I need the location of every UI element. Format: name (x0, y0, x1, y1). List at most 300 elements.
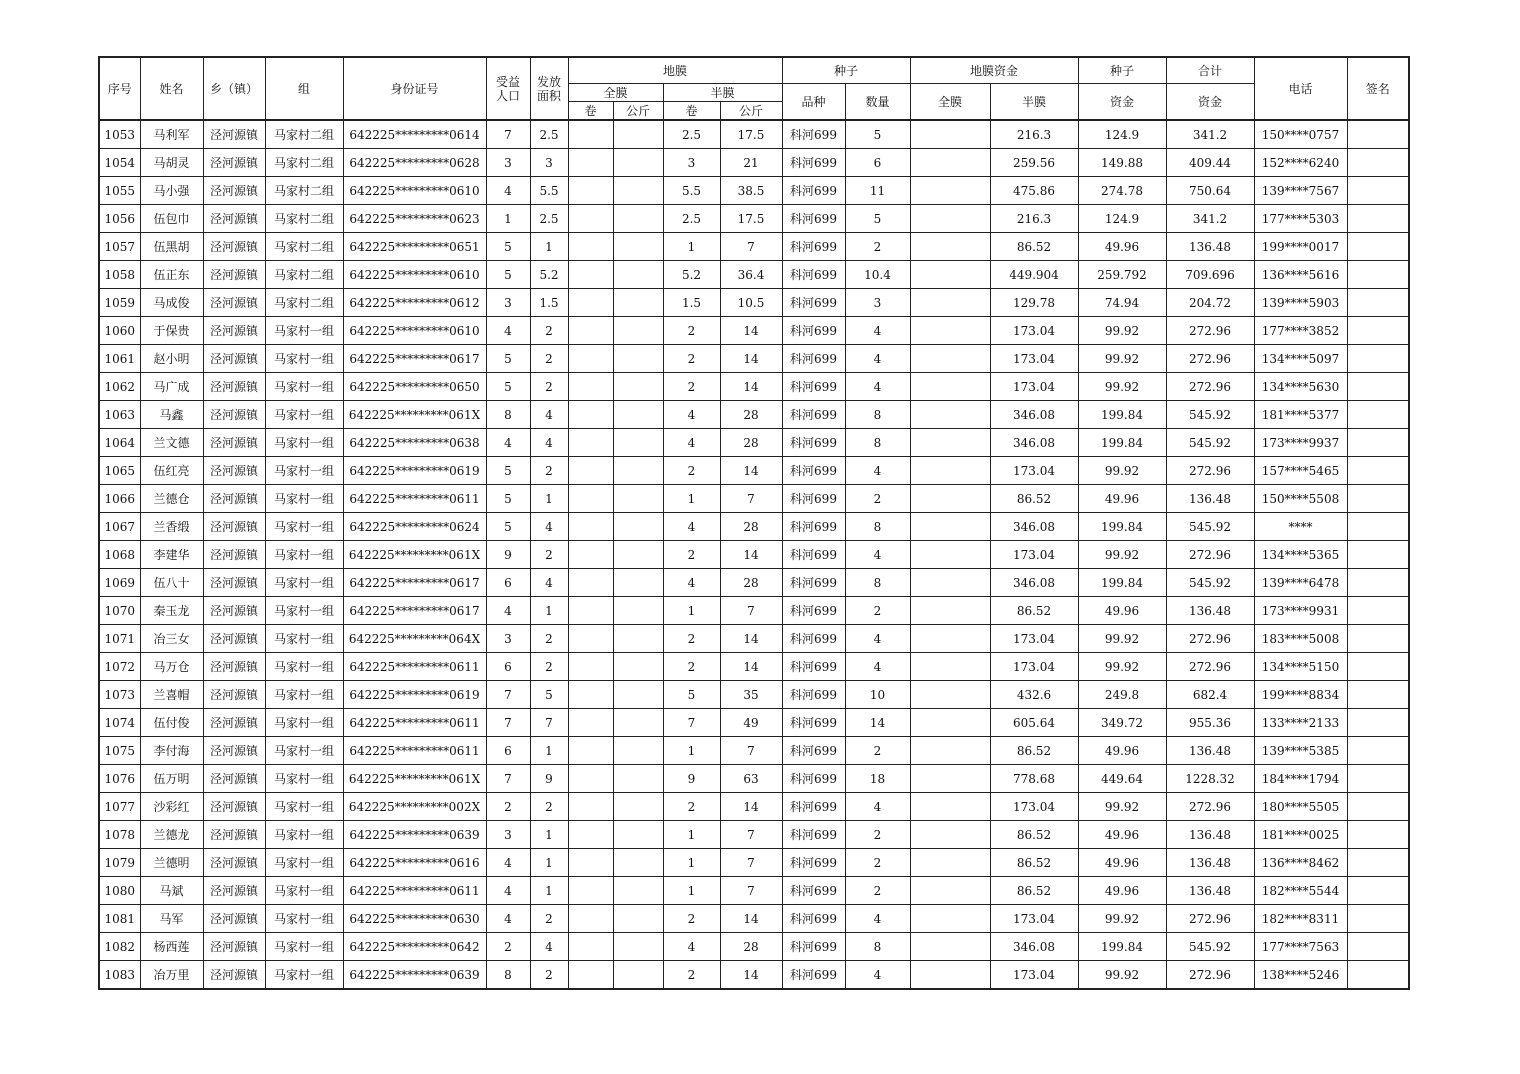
cell-fund-half: 432.6 (990, 681, 1078, 709)
cell-people: 9 (486, 541, 530, 569)
cell-phone: 134****5097 (1254, 345, 1347, 373)
cell-full-roll (568, 261, 613, 289)
table-row (99, 961, 1409, 990)
cell-phone: 184****1794 (1254, 765, 1347, 793)
cell-sign (1347, 261, 1409, 289)
cell-name: 马小强 (140, 177, 203, 205)
cell-full-kg (613, 569, 663, 597)
cell-quantity: 4 (845, 373, 910, 401)
cell-id: 642225*********0639 (343, 821, 486, 849)
cell-seed-fund: 49.96 (1078, 849, 1166, 877)
cell-name: 兰德明 (140, 849, 203, 877)
cell-group: 马家村一组 (265, 821, 343, 849)
cell-phone: 177****7563 (1254, 933, 1347, 961)
cell-fund-half: 86.52 (990, 597, 1078, 625)
cell-total: 545.92 (1166, 401, 1254, 429)
cell-half-roll: 5.2 (663, 261, 720, 289)
cell-town: 泾河源镇 (203, 849, 265, 877)
cell-area: 2 (530, 905, 568, 933)
cell-variety: 科河699 (782, 737, 845, 765)
cell-sign (1347, 177, 1409, 205)
cell-area: 1.5 (530, 289, 568, 317)
cell-fund-full (910, 485, 990, 513)
cell-sign (1347, 905, 1409, 933)
cell-phone: 138****5246 (1254, 961, 1347, 990)
cell-half-kg: 14 (720, 317, 782, 345)
cell-name: 沙彩红 (140, 793, 203, 821)
cell-town: 泾河源镇 (203, 681, 265, 709)
cell-total: 272.96 (1166, 317, 1254, 345)
header-half-kg: 公斤 (720, 102, 782, 121)
cell-group: 马家村一组 (265, 877, 343, 905)
cell-seq: 1069 (99, 569, 140, 597)
cell-town: 泾河源镇 (203, 653, 265, 681)
cell-name: 伍八十 (140, 569, 203, 597)
cell-seed-fund: 74.94 (1078, 289, 1166, 317)
cell-phone: 181****0025 (1254, 821, 1347, 849)
cell-variety: 科河699 (782, 345, 845, 373)
cell-full-roll (568, 541, 613, 569)
cell-full-roll (568, 905, 613, 933)
cell-area: 1 (530, 233, 568, 261)
cell-area: 2 (530, 373, 568, 401)
cell-area: 1 (530, 737, 568, 765)
cell-seed-fund: 199.84 (1078, 513, 1166, 541)
cell-group: 马家村一组 (265, 625, 343, 653)
cell-id: 642225*********002X (343, 793, 486, 821)
cell-seq: 1059 (99, 289, 140, 317)
cell-fund-full (910, 821, 990, 849)
cell-seed-fund: 49.96 (1078, 597, 1166, 625)
cell-quantity: 8 (845, 401, 910, 429)
table-row (99, 569, 1409, 597)
cell-people: 5 (486, 233, 530, 261)
cell-variety: 科河699 (782, 597, 845, 625)
cell-seed-fund: 124.9 (1078, 205, 1166, 233)
cell-full-roll (568, 401, 613, 429)
cell-full-kg (613, 597, 663, 625)
cell-variety: 科河699 (782, 485, 845, 513)
cell-town: 泾河源镇 (203, 737, 265, 765)
table-row (99, 597, 1409, 625)
table-row (99, 401, 1409, 429)
cell-full-roll (568, 457, 613, 485)
cell-area: 1 (530, 849, 568, 877)
cell-fund-half: 346.08 (990, 569, 1078, 597)
cell-id: 642225*********0619 (343, 457, 486, 485)
cell-fund-full (910, 149, 990, 177)
cell-half-roll: 4 (663, 513, 720, 541)
cell-full-roll (568, 933, 613, 961)
header-fund-half: 半膜 (990, 84, 1078, 121)
cell-half-roll: 1 (663, 849, 720, 877)
cell-seed-fund: 99.92 (1078, 793, 1166, 821)
cell-id: 642225*********0642 (343, 933, 486, 961)
cell-group: 马家村一组 (265, 765, 343, 793)
cell-fund-half: 86.52 (990, 737, 1078, 765)
cell-sign (1347, 317, 1409, 345)
cell-area: 2 (530, 541, 568, 569)
cell-seed-fund: 49.96 (1078, 233, 1166, 261)
cell-seq: 1073 (99, 681, 140, 709)
cell-area: 1 (530, 485, 568, 513)
cell-phone: 157****5465 (1254, 457, 1347, 485)
cell-quantity: 3 (845, 289, 910, 317)
cell-fund-full (910, 457, 990, 485)
cell-town: 泾河源镇 (203, 457, 265, 485)
cell-sign (1347, 513, 1409, 541)
cell-people: 4 (486, 877, 530, 905)
cell-half-kg: 14 (720, 373, 782, 401)
cell-people: 4 (486, 177, 530, 205)
cell-area: 1 (530, 877, 568, 905)
cell-group: 马家村二组 (265, 289, 343, 317)
cell-phone: 177****5303 (1254, 205, 1347, 233)
cell-town: 泾河源镇 (203, 625, 265, 653)
header-full-film: 全膜 (568, 84, 663, 102)
cell-town: 泾河源镇 (203, 429, 265, 457)
cell-full-kg (613, 513, 663, 541)
cell-full-kg (613, 120, 663, 149)
cell-town: 泾河源镇 (203, 289, 265, 317)
cell-town: 泾河源镇 (203, 597, 265, 625)
cell-fund-full (910, 233, 990, 261)
cell-area: 4 (530, 401, 568, 429)
cell-total: 136.48 (1166, 485, 1254, 513)
header-sign: 签名 (1347, 57, 1409, 120)
cell-group: 马家村一组 (265, 569, 343, 597)
cell-half-kg: 17.5 (720, 205, 782, 233)
cell-quantity: 4 (845, 905, 910, 933)
table-row (99, 345, 1409, 373)
header-seed-fund-top: 种子 (1078, 57, 1166, 84)
cell-id: 642225*********0610 (343, 317, 486, 345)
cell-sign (1347, 233, 1409, 261)
cell-variety: 科河699 (782, 765, 845, 793)
cell-full-kg (613, 541, 663, 569)
cell-quantity: 8 (845, 429, 910, 457)
cell-fund-full (910, 120, 990, 149)
cell-total: 272.96 (1166, 961, 1254, 990)
cell-seq: 1062 (99, 373, 140, 401)
cell-group: 马家村一组 (265, 317, 343, 345)
cell-quantity: 4 (845, 457, 910, 485)
cell-name: 秦玉龙 (140, 597, 203, 625)
cell-seq: 1063 (99, 401, 140, 429)
cell-full-kg (613, 625, 663, 653)
cell-id: 642225*********0611 (343, 709, 486, 737)
cell-full-roll (568, 681, 613, 709)
cell-id: 642225*********0651 (343, 233, 486, 261)
cell-seq: 1072 (99, 653, 140, 681)
header-half-roll: 卷 (663, 102, 720, 121)
cell-name: 伍包巾 (140, 205, 203, 233)
cell-seed-fund: 99.92 (1078, 653, 1166, 681)
cell-group: 马家村二组 (265, 233, 343, 261)
cell-half-kg: 14 (720, 961, 782, 990)
cell-total: 709.696 (1166, 261, 1254, 289)
cell-quantity: 4 (845, 793, 910, 821)
cell-phone: 134****5365 (1254, 541, 1347, 569)
table-row (99, 681, 1409, 709)
cell-half-roll: 2 (663, 625, 720, 653)
cell-seq: 1053 (99, 120, 140, 149)
cell-id: 642225*********0612 (343, 289, 486, 317)
cell-people: 3 (486, 149, 530, 177)
distribution-table (98, 56, 1410, 990)
header-total-top: 合计 (1166, 57, 1254, 84)
table-row (99, 317, 1409, 345)
cell-total: 136.48 (1166, 233, 1254, 261)
header-full-roll: 卷 (568, 102, 613, 121)
table-row (99, 177, 1409, 205)
cell-full-roll (568, 849, 613, 877)
cell-variety: 科河699 (782, 373, 845, 401)
cell-total: 136.48 (1166, 821, 1254, 849)
header-variety: 品种 (782, 84, 845, 121)
table-row (99, 457, 1409, 485)
cell-half-kg: 7 (720, 597, 782, 625)
cell-people: 1 (486, 205, 530, 233)
cell-name: 马斌 (140, 877, 203, 905)
cell-group: 马家村二组 (265, 177, 343, 205)
cell-seed-fund: 99.92 (1078, 457, 1166, 485)
cell-id: 642225*********0617 (343, 569, 486, 597)
cell-half-kg: 14 (720, 905, 782, 933)
cell-sign (1347, 429, 1409, 457)
cell-quantity: 8 (845, 513, 910, 541)
cell-fund-full (910, 429, 990, 457)
cell-seq: 1081 (99, 905, 140, 933)
cell-group: 马家村一组 (265, 793, 343, 821)
cell-total: 682.4 (1166, 681, 1254, 709)
cell-sign (1347, 821, 1409, 849)
cell-fund-full (910, 345, 990, 373)
cell-quantity: 14 (845, 709, 910, 737)
cell-town: 泾河源镇 (203, 933, 265, 961)
cell-area: 7 (530, 709, 568, 737)
cell-variety: 科河699 (782, 513, 845, 541)
cell-people: 8 (486, 401, 530, 429)
cell-variety: 科河699 (782, 177, 845, 205)
cell-total: 545.92 (1166, 933, 1254, 961)
cell-half-kg: 7 (720, 849, 782, 877)
cell-variety: 科河699 (782, 905, 845, 933)
cell-name: 冶三女 (140, 625, 203, 653)
cell-variety: 科河699 (782, 821, 845, 849)
cell-seq: 1082 (99, 933, 140, 961)
cell-seq: 1083 (99, 961, 140, 990)
cell-seq: 1080 (99, 877, 140, 905)
cell-group: 马家村一组 (265, 345, 343, 373)
cell-people: 5 (486, 513, 530, 541)
cell-total: 1228.32 (1166, 765, 1254, 793)
cell-full-roll (568, 513, 613, 541)
cell-full-kg (613, 653, 663, 681)
header-id: 身份证号 (343, 57, 486, 120)
cell-group: 马家村一组 (265, 485, 343, 513)
cell-seq: 1068 (99, 541, 140, 569)
cell-sign (1347, 597, 1409, 625)
cell-sign (1347, 793, 1409, 821)
cell-half-roll: 7 (663, 709, 720, 737)
cell-group: 马家村一组 (265, 653, 343, 681)
cell-town: 泾河源镇 (203, 905, 265, 933)
cell-name: 冶万里 (140, 961, 203, 990)
cell-group: 马家村一组 (265, 457, 343, 485)
cell-full-roll (568, 233, 613, 261)
cell-area: 2 (530, 653, 568, 681)
cell-half-roll: 2 (663, 373, 720, 401)
cell-seed-fund: 199.84 (1078, 569, 1166, 597)
cell-id: 642225*********061X (343, 541, 486, 569)
cell-people: 6 (486, 569, 530, 597)
cell-fund-half: 259.56 (990, 149, 1078, 177)
cell-half-kg: 7 (720, 233, 782, 261)
cell-fund-half: 173.04 (990, 345, 1078, 373)
cell-fund-half: 173.04 (990, 457, 1078, 485)
cell-id: 642225*********0623 (343, 205, 486, 233)
cell-full-kg (613, 457, 663, 485)
cell-name: 伍黑胡 (140, 233, 203, 261)
cell-town: 泾河源镇 (203, 345, 265, 373)
cell-fund-full (910, 849, 990, 877)
cell-group: 马家村一组 (265, 905, 343, 933)
cell-name: 伍万明 (140, 765, 203, 793)
cell-area: 2 (530, 793, 568, 821)
cell-town: 泾河源镇 (203, 317, 265, 345)
cell-half-kg: 14 (720, 793, 782, 821)
cell-quantity: 8 (845, 569, 910, 597)
header-area (530, 57, 568, 120)
cell-sign (1347, 653, 1409, 681)
cell-area: 5.5 (530, 177, 568, 205)
table-row (99, 485, 1409, 513)
cell-sign (1347, 709, 1409, 737)
cell-total: 272.96 (1166, 905, 1254, 933)
cell-id: 642225*********0610 (343, 261, 486, 289)
table-row (99, 149, 1409, 177)
cell-seed-fund: 149.88 (1078, 149, 1166, 177)
cell-full-kg (613, 149, 663, 177)
cell-half-kg: 17.5 (720, 120, 782, 149)
cell-half-roll: 3 (663, 149, 720, 177)
cell-group: 马家村一组 (265, 429, 343, 457)
cell-people: 7 (486, 120, 530, 149)
cell-phone: 139****5903 (1254, 289, 1347, 317)
cell-group: 马家村一组 (265, 933, 343, 961)
cell-fund-half: 778.68 (990, 765, 1078, 793)
cell-quantity: 2 (845, 597, 910, 625)
header-full-kg: 公斤 (613, 102, 663, 121)
cell-half-kg: 63 (720, 765, 782, 793)
cell-seq: 1074 (99, 709, 140, 737)
cell-id: 642225*********0614 (343, 120, 486, 149)
cell-quantity: 4 (845, 625, 910, 653)
cell-full-kg (613, 233, 663, 261)
cell-full-kg (613, 261, 663, 289)
header-people (486, 57, 530, 120)
cell-people: 4 (486, 849, 530, 877)
cell-full-kg (613, 429, 663, 457)
cell-fund-half: 86.52 (990, 485, 1078, 513)
cell-half-roll: 4 (663, 933, 720, 961)
cell-half-roll: 5.5 (663, 177, 720, 205)
cell-fund-half: 86.52 (990, 233, 1078, 261)
cell-fund-full (910, 177, 990, 205)
cell-name: 马成俊 (140, 289, 203, 317)
cell-seed-fund: 99.92 (1078, 317, 1166, 345)
cell-town: 泾河源镇 (203, 765, 265, 793)
cell-quantity: 2 (845, 877, 910, 905)
cell-quantity: 10 (845, 681, 910, 709)
cell-seed-fund: 49.96 (1078, 821, 1166, 849)
cell-fund-half: 216.3 (990, 205, 1078, 233)
cell-quantity: 2 (845, 485, 910, 513)
cell-people: 4 (486, 317, 530, 345)
cell-fund-full (910, 709, 990, 737)
cell-full-kg (613, 345, 663, 373)
cell-seed-fund: 99.92 (1078, 961, 1166, 990)
table-row (99, 233, 1409, 261)
cell-total: 272.96 (1166, 625, 1254, 653)
cell-phone: 183****5008 (1254, 625, 1347, 653)
cell-full-kg (613, 793, 663, 821)
cell-quantity: 4 (845, 317, 910, 345)
cell-half-kg: 49 (720, 709, 782, 737)
cell-fund-half: 346.08 (990, 513, 1078, 541)
cell-fund-half: 346.08 (990, 401, 1078, 429)
cell-fund-full (910, 541, 990, 569)
cell-total: 272.96 (1166, 373, 1254, 401)
cell-full-kg (613, 709, 663, 737)
cell-half-roll: 4 (663, 569, 720, 597)
cell-half-kg: 14 (720, 345, 782, 373)
cell-seed-fund: 99.92 (1078, 345, 1166, 373)
cell-people: 5 (486, 485, 530, 513)
cell-half-roll: 2 (663, 905, 720, 933)
cell-seq: 1066 (99, 485, 140, 513)
cell-half-kg: 28 (720, 569, 782, 597)
cell-town: 泾河源镇 (203, 485, 265, 513)
table-row (99, 541, 1409, 569)
table-row (99, 513, 1409, 541)
cell-half-kg: 14 (720, 541, 782, 569)
cell-fund-half: 173.04 (990, 317, 1078, 345)
cell-sign (1347, 373, 1409, 401)
cell-seq: 1077 (99, 793, 140, 821)
table-header (99, 57, 1409, 120)
cell-id: 642225*********0617 (343, 345, 486, 373)
cell-half-kg: 10.5 (720, 289, 782, 317)
cell-full-roll (568, 597, 613, 625)
cell-fund-half: 173.04 (990, 961, 1078, 990)
cell-full-roll (568, 345, 613, 373)
cell-sign (1347, 485, 1409, 513)
cell-total: 341.2 (1166, 120, 1254, 149)
cell-seed-fund: 99.92 (1078, 625, 1166, 653)
cell-full-roll (568, 793, 613, 821)
cell-fund-full (910, 961, 990, 990)
cell-full-roll (568, 569, 613, 597)
cell-group: 马家村一组 (265, 541, 343, 569)
cell-full-roll (568, 625, 613, 653)
cell-fund-half: 129.78 (990, 289, 1078, 317)
cell-id: 642225*********0611 (343, 653, 486, 681)
cell-fund-full (910, 625, 990, 653)
cell-fund-half: 346.08 (990, 429, 1078, 457)
cell-name: 兰德龙 (140, 821, 203, 849)
